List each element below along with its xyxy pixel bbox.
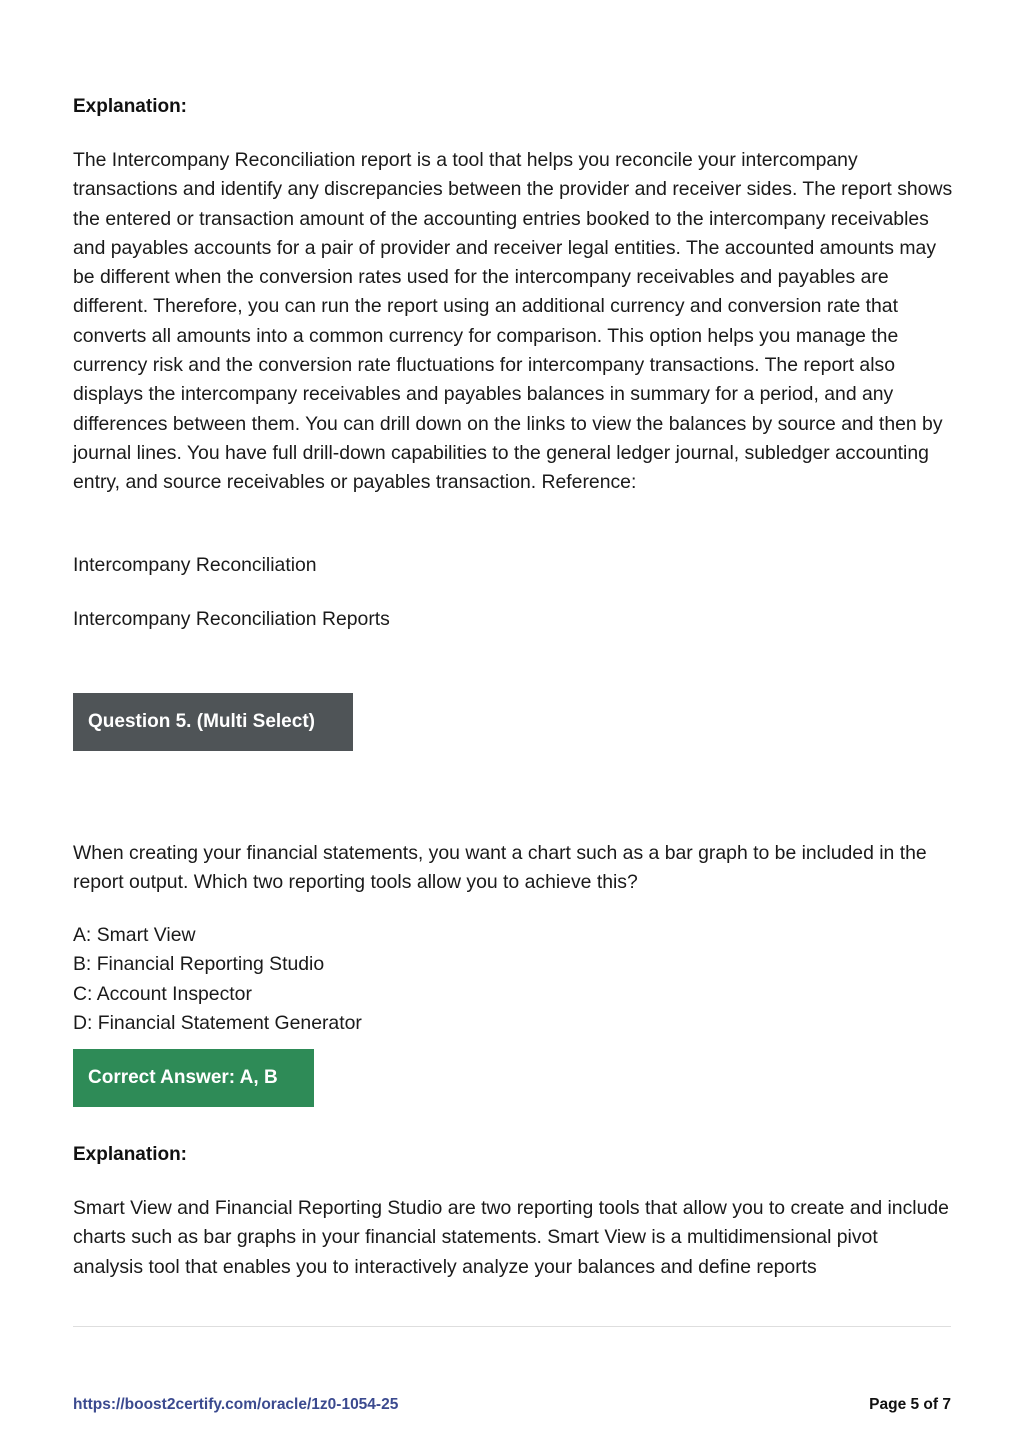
explanation-paragraph: The Intercompany Reconciliation report is a tool that helps you reconcile your intercompany transactions and identify any discrepancies between the provider and receiver sides. The report shows the entered or transaction amount of the accounting entries booked to the intercompany receivables and payables accounts for a pair of provider and receiver legal entities. The accounted amounts may be different when the conversion rates used for the intercompany receivables and payables are different. Therefore, you can run the report using an additional currency and conversion rate that converts all amounts into a common currency for comparison. This option helps you manage the currency risk and the conversion rate fluctuations for intercompany transactions. The report also displays the intercompany receivables and payables balances in summary for a period, and any differences between them. You can drill down on the links to view the balances by source and then by journal lines. You have full drill-down capabilities to the general ledger journal, subledger accounting entry, and source receivables or payables transaction. Reference: [73,149,953,494]
explanation-heading: Explanation: [73,1144,188,1165]
answer-option: A: Smart View [73,924,196,946]
answer-option: B: Financial Reporting Studio [73,953,325,976]
reference-item: Intercompany Reconciliation Reports [73,608,390,630]
footer-divider [73,1326,951,1327]
page-number: Page 5 of 7 [869,1396,951,1413]
question-number-badge: Question 5. (Multi Select) [73,693,353,751]
source-link[interactable]: https://boost2certify.com/oracle/1z0-1054-25 [73,1396,399,1413]
explanation-paragraph: Smart View and Financial Reporting Studio are two reporting tools that allow you to create and include charts such as bar graphs in your financial statements. Smart View is a multidimensional pivot analysis tool that enables you to interactively analyze your balances and define reports [73,1197,949,1278]
reference-item: Intercompany Reconciliation [73,554,317,576]
answer-options-list [73,921,362,1038]
answer-option: D: Financial Statement Generator [73,1011,362,1034]
explanation-heading: Explanation: [73,96,188,117]
answer-option: C: Account Inspector [73,982,252,1005]
correct-answer-badge: Correct Answer: A, B [73,1049,314,1107]
question-text: When creating your financial statements, you want a chart such as a bar graph to be included in the report output. Which two reporting tools allow you to achieve this? [73,842,927,894]
